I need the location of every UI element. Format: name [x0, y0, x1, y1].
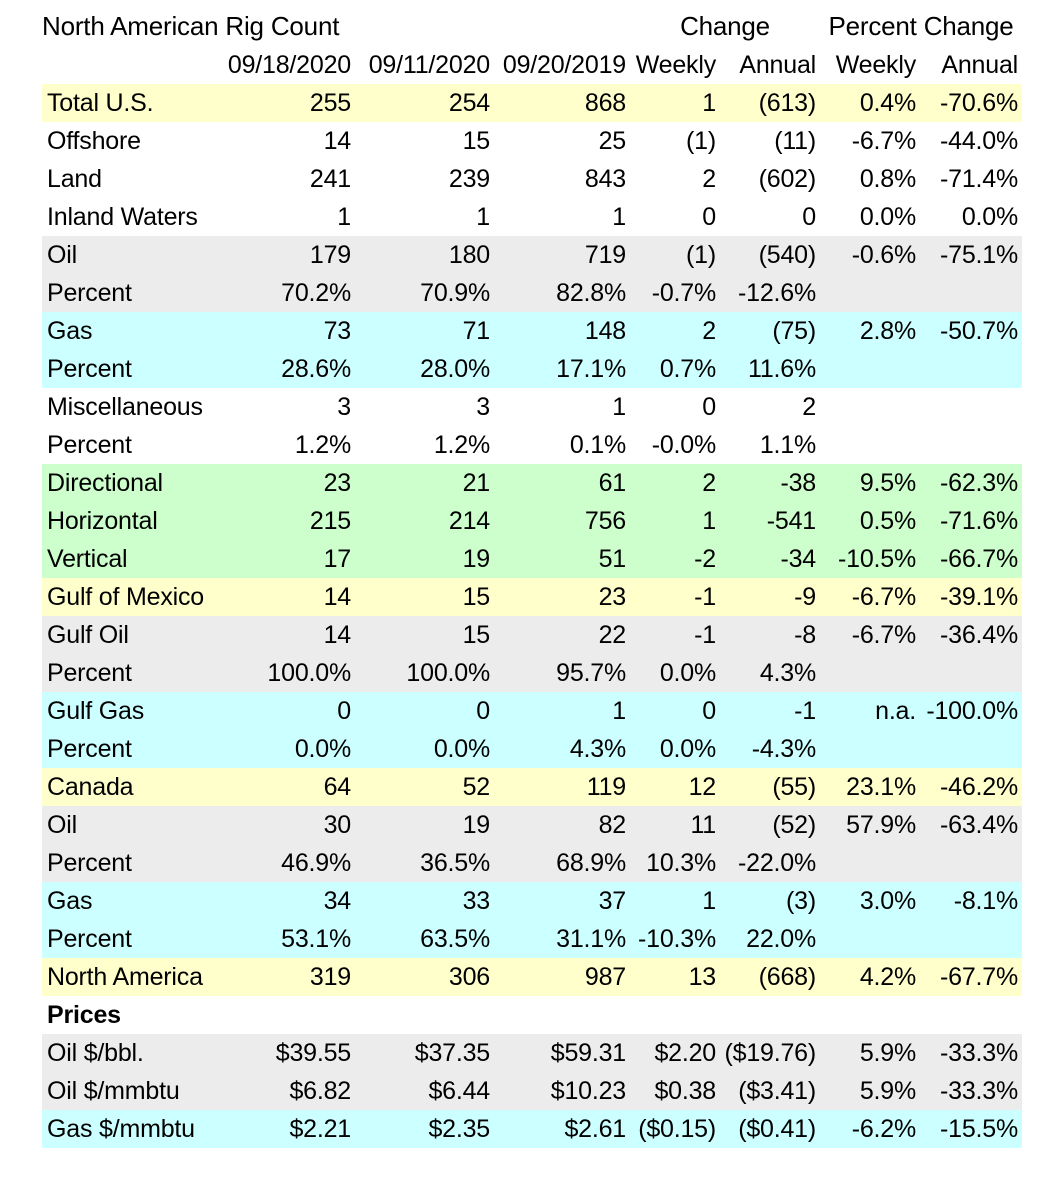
cell-date-1: 3	[212, 388, 355, 426]
column-header-row	[42, 46, 1022, 84]
cell-pct-weekly: 0.8%	[820, 160, 920, 198]
cell-pct-annual	[920, 730, 1022, 768]
row-label: Vertical	[42, 540, 212, 578]
cell-change-weekly: -1	[630, 616, 720, 654]
cell-pct-weekly	[820, 426, 920, 464]
table-row	[42, 122, 1022, 160]
cell-pct-weekly: 0.4%	[820, 84, 920, 122]
cell-pct-weekly: 4.2%	[820, 958, 920, 996]
cell-pct-weekly: 23.1%	[820, 768, 920, 806]
cell-pct-annual: -71.6%	[920, 502, 1022, 540]
cell-date-1: 17	[212, 540, 355, 578]
row-label: Directional	[42, 464, 212, 502]
table-row	[42, 882, 1022, 920]
row-label: Gas	[42, 882, 212, 920]
cell-date-1: 14	[212, 578, 355, 616]
cell-date-2	[355, 996, 494, 1034]
cell-date-1: 30	[212, 806, 355, 844]
cell-date-3: 148	[494, 312, 630, 350]
cell-change-annual: 0	[720, 198, 820, 236]
cell-date-3: 68.9%	[494, 844, 630, 882]
cell-change-weekly: 2	[630, 160, 720, 198]
cell-date-2: 21	[355, 464, 494, 502]
cell-date-1: 215	[212, 502, 355, 540]
row-label: North America	[42, 958, 212, 996]
table-row	[42, 920, 1022, 958]
row-label: Percent	[42, 426, 212, 464]
row-label: Gulf of Mexico	[42, 578, 212, 616]
cell-pct-annual: -75.1%	[920, 236, 1022, 274]
cell-pct-weekly: 2.8%	[820, 312, 920, 350]
cell-change-annual	[720, 996, 820, 1034]
cell-change-weekly: 0	[630, 388, 720, 426]
row-label: Land	[42, 160, 212, 198]
cell-pct-weekly: -6.7%	[820, 122, 920, 160]
column-header-date-3: 09/20/2019	[502, 51, 626, 79]
cell-pct-annual: -33.3%	[920, 1072, 1022, 1110]
group-header-change: Change	[680, 11, 770, 41]
cell-pct-annual	[920, 920, 1022, 958]
cell-date-3: 82	[494, 806, 630, 844]
cell-date-1: 255	[212, 84, 355, 122]
cell-date-3: 719	[494, 236, 630, 274]
cell-change-annual: 4.3%	[720, 654, 820, 692]
row-label: Gas	[42, 312, 212, 350]
cell-date-1: $39.55	[212, 1034, 355, 1072]
cell-pct-weekly: 3.0%	[820, 882, 920, 920]
cell-date-3: 1	[494, 388, 630, 426]
cell-date-3: 17.1%	[494, 350, 630, 388]
table-row	[42, 730, 1022, 768]
cell-date-2: 63.5%	[355, 920, 494, 958]
cell-pct-annual: -36.4%	[920, 616, 1022, 654]
row-label: Canada	[42, 768, 212, 806]
cell-pct-annual: -33.3%	[920, 1034, 1022, 1072]
cell-date-3: 95.7%	[494, 654, 630, 692]
row-label: Total U.S.	[42, 84, 212, 122]
cell-date-3: 4.3%	[494, 730, 630, 768]
cell-pct-weekly: -6.7%	[820, 578, 920, 616]
cell-date-1	[212, 996, 355, 1034]
cell-date-2: $2.35	[355, 1110, 494, 1148]
cell-date-2: 100.0%	[355, 654, 494, 692]
cell-pct-annual	[920, 350, 1022, 388]
row-label: Percent	[42, 920, 212, 958]
title-row	[42, 6, 1022, 46]
cell-change-weekly: -0.0%	[630, 426, 720, 464]
row-label: Inland Waters	[42, 198, 212, 236]
row-label: Offshore	[42, 122, 212, 160]
cell-date-3: 0.1%	[494, 426, 630, 464]
cell-date-1: $6.82	[212, 1072, 355, 1110]
cell-change-annual: (540)	[720, 236, 820, 274]
table-row	[42, 1110, 1022, 1148]
table-row	[42, 236, 1022, 274]
column-header-date-2: 09/11/2020	[368, 51, 490, 79]
cell-pct-annual: -70.6%	[920, 84, 1022, 122]
cell-date-2: 1	[355, 198, 494, 236]
cell-change-weekly	[630, 996, 720, 1034]
cell-change-annual: (602)	[720, 160, 820, 198]
cell-date-1: 23	[212, 464, 355, 502]
cell-change-weekly: 0	[630, 198, 720, 236]
cell-pct-weekly: -0.6%	[820, 236, 920, 274]
cell-date-3	[494, 996, 630, 1034]
cell-date-2: 70.9%	[355, 274, 494, 312]
cell-date-3: 1	[494, 692, 630, 730]
column-header-change-annual: Annual	[739, 51, 817, 79]
row-label: Percent	[42, 350, 212, 388]
cell-change-weekly: 2	[630, 312, 720, 350]
cell-pct-weekly: -10.5%	[820, 540, 920, 578]
cell-change-annual: -9	[720, 578, 820, 616]
cell-date-2: 36.5%	[355, 844, 494, 882]
cell-change-weekly: 1	[630, 84, 720, 122]
cell-change-weekly: -0.7%	[630, 274, 720, 312]
table-row	[42, 768, 1022, 806]
cell-pct-annual	[920, 654, 1022, 692]
cell-date-2: $6.44	[355, 1072, 494, 1110]
cell-pct-annual	[920, 996, 1022, 1034]
cell-pct-weekly	[820, 388, 920, 426]
cell-pct-annual	[920, 274, 1022, 312]
cell-pct-weekly: 9.5%	[820, 464, 920, 502]
cell-change-annual: (75)	[720, 312, 820, 350]
cell-date-2: 214	[355, 502, 494, 540]
cell-change-annual: 22.0%	[720, 920, 820, 958]
cell-change-annual: -1	[720, 692, 820, 730]
cell-change-weekly: 1	[630, 882, 720, 920]
cell-change-weekly: 2	[630, 464, 720, 502]
table-row	[42, 692, 1022, 730]
table-row	[42, 350, 1022, 388]
cell-pct-weekly	[820, 920, 920, 958]
table-row	[42, 160, 1022, 198]
cell-change-annual: -541	[720, 502, 820, 540]
cell-date-3: $10.23	[494, 1072, 630, 1110]
cell-date-2: 180	[355, 236, 494, 274]
cell-date-2: 254	[355, 84, 494, 122]
cell-change-annual: -8	[720, 616, 820, 654]
cell-change-weekly: -2	[630, 540, 720, 578]
cell-change-weekly: $0.38	[630, 1072, 720, 1110]
cell-date-3: 51	[494, 540, 630, 578]
cell-change-weekly: (1)	[630, 122, 720, 160]
row-label: Gas $/mmbtu	[42, 1110, 212, 1148]
column-header-pct-annual: Annual	[941, 51, 1019, 79]
page-title: North American Rig Count	[42, 11, 340, 41]
table-row	[42, 274, 1022, 312]
cell-pct-annual: -46.2%	[920, 768, 1022, 806]
cell-pct-annual: -67.7%	[920, 958, 1022, 996]
cell-date-1: 70.2%	[212, 274, 355, 312]
cell-change-weekly: 0.0%	[630, 730, 720, 768]
cell-change-weekly: 13	[630, 958, 720, 996]
cell-date-1: 28.6%	[212, 350, 355, 388]
table-row	[42, 426, 1022, 464]
cell-date-2: 15	[355, 122, 494, 160]
cell-pct-weekly: 5.9%	[820, 1072, 920, 1110]
row-label: Gulf Gas	[42, 692, 212, 730]
row-label: Oil $/bbl.	[42, 1034, 212, 1072]
cell-date-2: 15	[355, 616, 494, 654]
cell-change-annual: (55)	[720, 768, 820, 806]
cell-pct-annual: 0.0%	[920, 198, 1022, 236]
table-row	[42, 84, 1022, 122]
cell-date-1: 64	[212, 768, 355, 806]
cell-date-1: 46.9%	[212, 844, 355, 882]
row-label: Gulf Oil	[42, 616, 212, 654]
cell-date-1: 241	[212, 160, 355, 198]
cell-change-annual: ($0.41)	[720, 1110, 820, 1148]
cell-change-annual: (613)	[720, 84, 820, 122]
cell-pct-weekly	[820, 274, 920, 312]
cell-date-2: $37.35	[355, 1034, 494, 1072]
table-row	[42, 654, 1022, 692]
group-header-percent-change: Percent Change	[828, 11, 1014, 41]
title-spacer	[494, 6, 630, 46]
cell-change-weekly: 0.0%	[630, 654, 720, 692]
cell-change-annual: 1.1%	[720, 426, 820, 464]
cell-change-annual: (11)	[720, 122, 820, 160]
cell-date-3: 82.8%	[494, 274, 630, 312]
cell-change-annual: -4.3%	[720, 730, 820, 768]
cell-pct-annual: -50.7%	[920, 312, 1022, 350]
row-label: Percent	[42, 730, 212, 768]
table-row	[42, 1034, 1022, 1072]
cell-pct-annual: -15.5%	[920, 1110, 1022, 1148]
cell-date-2: 33	[355, 882, 494, 920]
cell-change-weekly: 1	[630, 502, 720, 540]
cell-change-weekly: $2.20	[630, 1034, 720, 1072]
cell-pct-weekly	[820, 996, 920, 1034]
cell-date-3: 987	[494, 958, 630, 996]
table-row	[42, 198, 1022, 236]
row-label: Horizontal	[42, 502, 212, 540]
cell-date-1: 73	[212, 312, 355, 350]
cell-date-3: 61	[494, 464, 630, 502]
table-row	[42, 996, 1022, 1034]
cell-date-1: 0.0%	[212, 730, 355, 768]
cell-pct-annual	[920, 426, 1022, 464]
row-label: Oil	[42, 236, 212, 274]
cell-date-3: 119	[494, 768, 630, 806]
cell-date-3: $59.31	[494, 1034, 630, 1072]
cell-date-3: 843	[494, 160, 630, 198]
cell-pct-weekly: n.a.	[820, 692, 920, 730]
cell-pct-annual: -8.1%	[920, 882, 1022, 920]
cell-pct-weekly	[820, 730, 920, 768]
cell-date-3: $2.61	[494, 1110, 630, 1148]
cell-date-3: 22	[494, 616, 630, 654]
cell-date-2: 15	[355, 578, 494, 616]
cell-date-1: $2.21	[212, 1110, 355, 1148]
table-row	[42, 388, 1022, 426]
column-header-change-weekly: Weekly	[635, 51, 716, 79]
cell-change-weekly: 11	[630, 806, 720, 844]
table-row	[42, 502, 1022, 540]
cell-pct-annual	[920, 388, 1022, 426]
cell-pct-weekly: -6.2%	[820, 1110, 920, 1148]
cell-date-3: 37	[494, 882, 630, 920]
cell-change-annual: -34	[720, 540, 820, 578]
cell-change-weekly: 0	[630, 692, 720, 730]
cell-date-1: 14	[212, 616, 355, 654]
cell-date-1: 1.2%	[212, 426, 355, 464]
cell-date-2: 0	[355, 692, 494, 730]
cell-date-2: 306	[355, 958, 494, 996]
cell-date-2: 19	[355, 540, 494, 578]
table-row	[42, 616, 1022, 654]
cell-change-weekly: ($0.15)	[630, 1110, 720, 1148]
row-label: Miscellaneous	[42, 388, 212, 426]
row-label: Percent	[42, 844, 212, 882]
cell-change-weekly: (1)	[630, 236, 720, 274]
column-header-pct-weekly: Weekly	[835, 51, 917, 79]
column-header-label	[42, 46, 212, 84]
cell-pct-annual: -44.0%	[920, 122, 1022, 160]
cell-change-annual: -12.6%	[720, 274, 820, 312]
cell-change-annual: 11.6%	[720, 350, 820, 388]
cell-date-3: 23	[494, 578, 630, 616]
cell-date-2: 19	[355, 806, 494, 844]
table-row	[42, 578, 1022, 616]
row-label: Prices	[42, 996, 212, 1034]
cell-pct-annual: -100.0%	[920, 692, 1022, 730]
cell-date-3: 868	[494, 84, 630, 122]
cell-pct-weekly: -6.7%	[820, 616, 920, 654]
table-row	[42, 540, 1022, 578]
cell-pct-annual	[920, 844, 1022, 882]
cell-date-2: 3	[355, 388, 494, 426]
cell-date-2: 1.2%	[355, 426, 494, 464]
cell-pct-weekly	[820, 844, 920, 882]
cell-change-weekly: 0.7%	[630, 350, 720, 388]
cell-date-2: 28.0%	[355, 350, 494, 388]
cell-pct-weekly: 57.9%	[820, 806, 920, 844]
cell-date-1: 0	[212, 692, 355, 730]
cell-change-weekly: -1	[630, 578, 720, 616]
row-label: Percent	[42, 654, 212, 692]
cell-change-annual: (52)	[720, 806, 820, 844]
cell-change-weekly: -10.3%	[630, 920, 720, 958]
row-label: Percent	[42, 274, 212, 312]
cell-pct-annual: -63.4%	[920, 806, 1022, 844]
cell-change-annual: (668)	[720, 958, 820, 996]
cell-date-1: 14	[212, 122, 355, 160]
cell-change-weekly: 10.3%	[630, 844, 720, 882]
cell-date-2: 52	[355, 768, 494, 806]
row-label: Oil	[42, 806, 212, 844]
table-row	[42, 844, 1022, 882]
cell-pct-annual: -71.4%	[920, 160, 1022, 198]
table-row	[42, 464, 1022, 502]
table-row	[42, 958, 1022, 996]
cell-change-annual: (3)	[720, 882, 820, 920]
cell-change-annual: -38	[720, 464, 820, 502]
cell-date-1: 53.1%	[212, 920, 355, 958]
cell-change-annual: ($3.41)	[720, 1072, 820, 1110]
cell-pct-annual: -62.3%	[920, 464, 1022, 502]
cell-date-1: 319	[212, 958, 355, 996]
cell-date-2: 239	[355, 160, 494, 198]
cell-change-annual: 2	[720, 388, 820, 426]
cell-pct-annual: -66.7%	[920, 540, 1022, 578]
column-header-date-1: 09/18/2020	[227, 51, 351, 79]
cell-date-3: 756	[494, 502, 630, 540]
table-row	[42, 806, 1022, 844]
cell-change-annual: ($19.76)	[720, 1034, 820, 1072]
cell-date-1: 100.0%	[212, 654, 355, 692]
cell-pct-weekly	[820, 350, 920, 388]
cell-date-1: 179	[212, 236, 355, 274]
row-label: Oil $/mmbtu	[42, 1072, 212, 1110]
rig-count-table	[42, 6, 1022, 1148]
cell-date-3: 1	[494, 198, 630, 236]
cell-date-1: 1	[212, 198, 355, 236]
cell-change-weekly: 12	[630, 768, 720, 806]
table-row	[42, 312, 1022, 350]
cell-date-3: 25	[494, 122, 630, 160]
cell-pct-weekly: 0.5%	[820, 502, 920, 540]
cell-date-2: 71	[355, 312, 494, 350]
cell-pct-weekly: 5.9%	[820, 1034, 920, 1072]
cell-date-2: 0.0%	[355, 730, 494, 768]
rig-count-report	[0, 6, 1064, 1182]
cell-pct-weekly: 0.0%	[820, 198, 920, 236]
table-row	[42, 1072, 1022, 1110]
cell-pct-weekly	[820, 654, 920, 692]
cell-pct-annual: -39.1%	[920, 578, 1022, 616]
cell-date-3: 31.1%	[494, 920, 630, 958]
cell-date-1: 34	[212, 882, 355, 920]
cell-change-annual: -22.0%	[720, 844, 820, 882]
